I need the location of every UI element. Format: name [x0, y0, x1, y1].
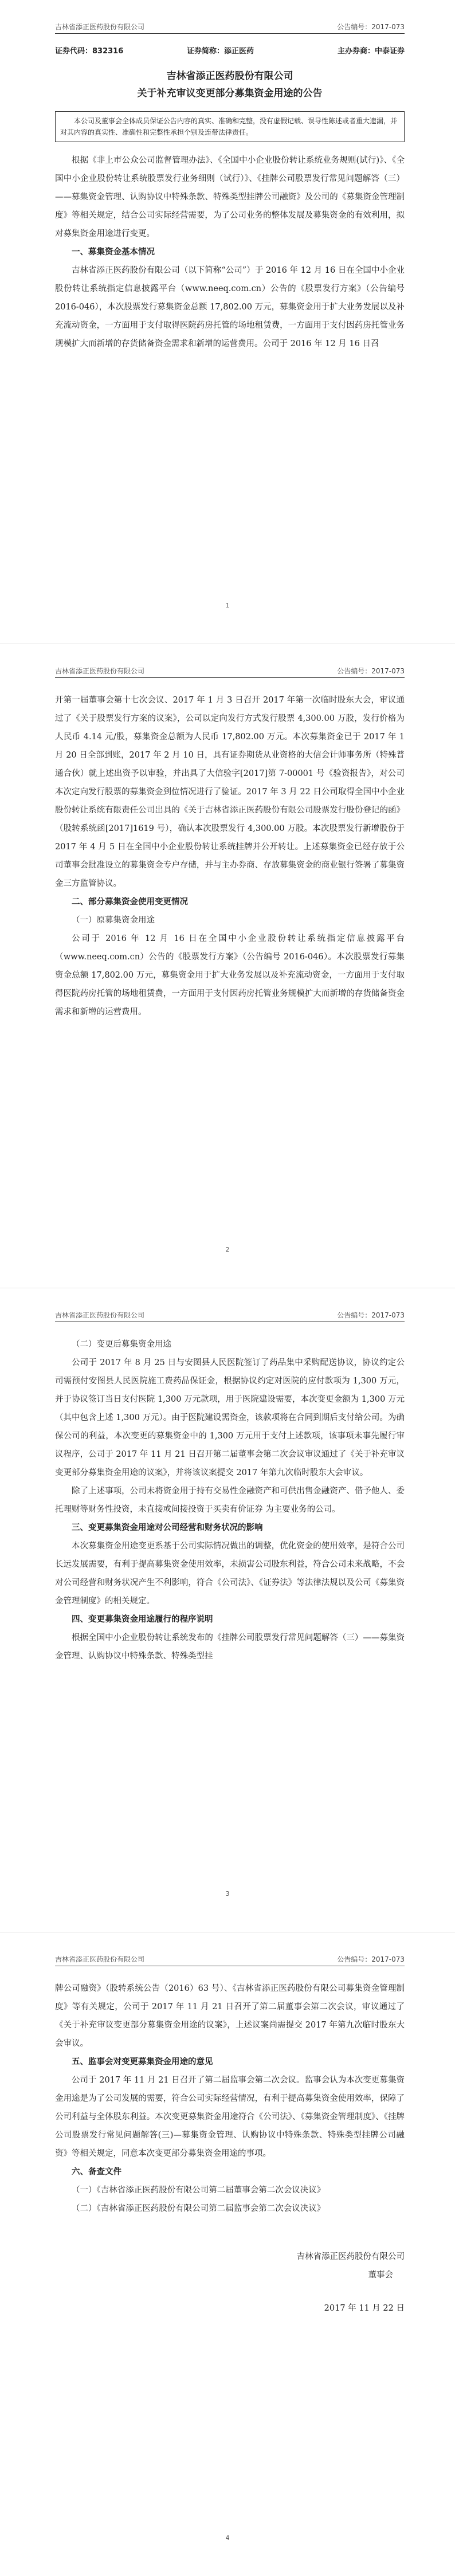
signature-date: 2017 年 11 月 22 日 [324, 2304, 405, 2313]
header-announcement-no: 公告编号：2017-073 [337, 1311, 405, 1319]
header-rule [55, 677, 405, 678]
header-announcement-no: 公告编号：2017-073 [337, 1955, 405, 1963]
sub-heading: （一）原募集资金用途 [72, 916, 155, 925]
section-heading-1: 一、募集资金基本情况 [72, 247, 155, 257]
paragraph: 公司于 2017 年 11 月 21 日召开了第二届监事会第二次会议。监事会认为本次变更募集资金用途是为了公司发展的需要，符合公司实际经营情况，有利于提高募集资金使用效率，保障了公司利益与全体股东利益。本次变更募集资金用途符合《公司法》、《募集资金管理制度》、《挂牌公司股票发行常见问题解答(三)—募集资金管理、认购协议中特殊条款、特殊类型挂牌公司融资》等相关规定，同意本次变更部分募集资金用途的事项。 [55, 2076, 405, 2158]
page-2 [0, 644, 455, 1288]
reference-doc-1: （一）《吉林省添正医药股份有限公司第二届董事会第二次会议决议》 [72, 2186, 325, 2195]
header-company: 吉林省添正医药股份有限公司 [55, 1311, 145, 1319]
responsibility-notice: 本公司及董事会全体成员保证公告内容的真实、准确和完整，没有虚假记载、误导性陈述或者重大遗漏，并对其内容的真实性、准确性和完整性承担个别及连带法律责任。 [55, 111, 405, 142]
section-heading-5: 五、监事会对变更募集资金用途的意见 [72, 2057, 213, 2067]
security-code: 证券代码：832316 [55, 47, 124, 56]
header-announcement-no: 公告编号：2017-073 [337, 667, 405, 675]
page-1-body [55, 45, 405, 353]
security-broker: 主办券商：中泰证券 [337, 47, 405, 56]
signature-board: 董事会 [368, 2271, 393, 2280]
page-4 [0, 1932, 455, 2576]
header-company: 吉林省添正医药股份有限公司 [55, 1955, 145, 1963]
section-heading-2: 二、部分募集资金使用变更情况 [72, 897, 188, 907]
doc-title-line1: 吉林省添正医药股份有限公司 [166, 70, 293, 82]
section-heading-6: 六、备查文件 [72, 2167, 121, 2177]
reference-doc-2: （二）《吉林省添正医药股份有限公司第二届监事会第二次会议决议》 [72, 2204, 325, 2213]
header-announcement-no: 公告编号：2017-073 [337, 23, 405, 31]
paragraph: 公司于 2017 年 8 月 25 日与安图县人民医院签订了药品集中采购配送协议，协议约定公司需预付安图县人民医院施工费药品保证金，根据协议约定对医院的应付款项为 1,300 万元，并于协议签订当日支付医院 1,300 万元款项，用于医院建设需要，本次变更金额为 1,300 万元（其中包含上述 1,300 万元）。由于医院建设需资金，该款项将在合同到期后支付给公司。为确保公司的利益，本次变更的募集资金中的 1,300 万元用于支付上述款项，该事项未事先履行审议程序，公司于 2017 年 11 月 21 日召开第二届董事会第二次会议审议通过了《关于补充审议变更部分募集资金用途的议案》，并将该议案提交 2017 年第九次临时股东大会审议。 [55, 1358, 405, 1477]
page-number: 1 [225, 602, 230, 609]
signature-company: 吉林省添正医药股份有限公司 [296, 2252, 405, 2261]
paragraph: 除了上述事项，公司未将资金用于持有交易性金融资产和可供出售金融资产、借予他人、委托理财等财务性投资，未直接或间接投资于买卖有价证券 为主要业务的公司。 [55, 1487, 405, 1514]
section-heading-3: 三、变更募集资金用途对公司经营和财务状况的影响 [72, 1523, 263, 1532]
header-company: 吉林省添正医药股份有限公司 [55, 23, 145, 31]
section-heading-4: 四、变更募集资金用途履行的程序说明 [72, 1614, 213, 1624]
paragraph: 开第一届董事会第十七次会议、2017 年 1 月 3 日召开 2017 年第一次临时股东大会，审议通过了《关于股票发行方案的议案》，公司以定向发行方式发行股票 4,300.00 万股，发行价格为人民币 4.14 元/股，募集资金总额为人民币 17,802.00 万元。本次募集资金已于 2017 年 1 月 20 日全部到账，2017 年 2 月 10 日，具有证券期货从业资格的大信会计师事务所（特殊普通合伙）就上述出资予以审验，并出具了大信验字[2017]第 7-00001 号《验资报告》，对公司本次定向发行股票的募集资金到位情况进行了验证。2017 年 3 月 22 日公司取得全国中小企业股份转让系统有限责任公司出具的《关于吉林省添正医药股份有限公司股票发行股份登记的函》（股转系统函[2017]1619 号），确认本次股票发行 4,300.00 万股。本次股票发行新增股份于 2017 年 4 月 5 日在全国中小企业股份转让系统挂牌并公开转让。上述募集资金已经存放于公司董事会批准设立的募集资金专户存储，并与主办券商、存放募集资金的商业银行签署了募集资金三方监管协议。 [55, 696, 405, 888]
page-3 [0, 1288, 455, 1932]
sub-heading: （二）变更后募集资金用途 [72, 1340, 171, 1349]
page-4-body [55, 1979, 405, 2318]
doc-title-line2: 关于补充审议变更部分募集资金用途的公告 [137, 88, 323, 99]
paragraph: 吉林省添正医药股份有限公司（以下简称“公司”）于 2016 年 12 月 16 日在全国中小企业股份转让系统指定信息披露平台（www.neeq.com.cn）公告的《股票发行方案》（公告编号 2016-046），本次股票发行募集资金总额 17,802.00 万元，募集资金用于扩大业务发展以及补充流动资金，一方面用于支付取得医院药房托管的场地租赁费，一方面用于支付因药房托管业务规模扩大而新增的存货储备资金需求和新增的运营费用。公司于 2016 年 12 月 16 日召 [55, 266, 405, 348]
page-number: 3 [225, 1890, 230, 1897]
header-company: 吉林省添正医药股份有限公司 [55, 667, 145, 675]
paragraph: 公司于 2016 年 12 月 16 日在全国中小企业股份转让系统指定信息披露平台（www.neeq.com.cn）公告的《股票发行方案》（公告编号 2016-046）。本次股票发行募集资金总额 17,802.00 万元，募集资金用于扩大业务发展以及补充流动资金，一方面用于支付取得医院药房托管的场地租赁费，一方面用于支付因药房托管业务规模扩大而新增的存货储备资金需求和新增的运营费用。 [55, 934, 405, 1017]
page-number: 4 [225, 2534, 230, 2542]
page-1 [0, 0, 455, 644]
security-info [55, 45, 405, 57]
intro-paragraph: 根据《非上市公众公司监督管理办法》、《全国中小企业股份转让系统业务规则(试行)》、《全国中小企业股份转让系统股票发行业务细则（试行）》、《挂牌公司股票发行常见问题解答（三）——募集资金管理、认购协议中特殊条款、特殊类型挂牌公司融资》及公司的《募集资金管理制度》等相关规定，结合公司实际经营需要，为了公司业务的整体发展及募集资金的有效利用，拟对募集资金用途进行变更。 [55, 156, 405, 238]
page-2-body [55, 691, 405, 1021]
security-short-name: 证券简称：添正医药 [187, 47, 254, 56]
paragraph: 本次募集资金用途变更系基于公司实际情况做出的调整，优化资金的使用效率，是符合公司长远发展需要，有利于提高募集资金使用效率，未损害公司股东利益，符合公司未来战略，不会对公司经营和财务状况产生不利影响，符合《公司法》、《证券法》等法律法规以及公司《募集资金管理制度》的相关规定。 [55, 1542, 405, 1606]
page-3-body [55, 1335, 405, 1665]
paragraph: 牌公司融资》（股转系统公告（2016）63 号）、《吉林省添正医药股份有限公司募集资金管理制度》等有关规定，公司于 2017 年 11 月 21 日召开了第二届董事会第二次会议，审议通过了《关于补充审议变更部分募集资金用途的议案》，上述议案尚需提交 2017 年第九次临时股东大会审议。 [55, 1984, 405, 2048]
paragraph: 根据全国中小企业股份转让系统发布的《挂牌公司股票发行常见问题解答（三）——募集资金管理、认购协议中特殊条款、特殊类型挂 [55, 1633, 405, 1661]
header-rule [55, 33, 405, 34]
page-number: 2 [225, 1246, 230, 1253]
